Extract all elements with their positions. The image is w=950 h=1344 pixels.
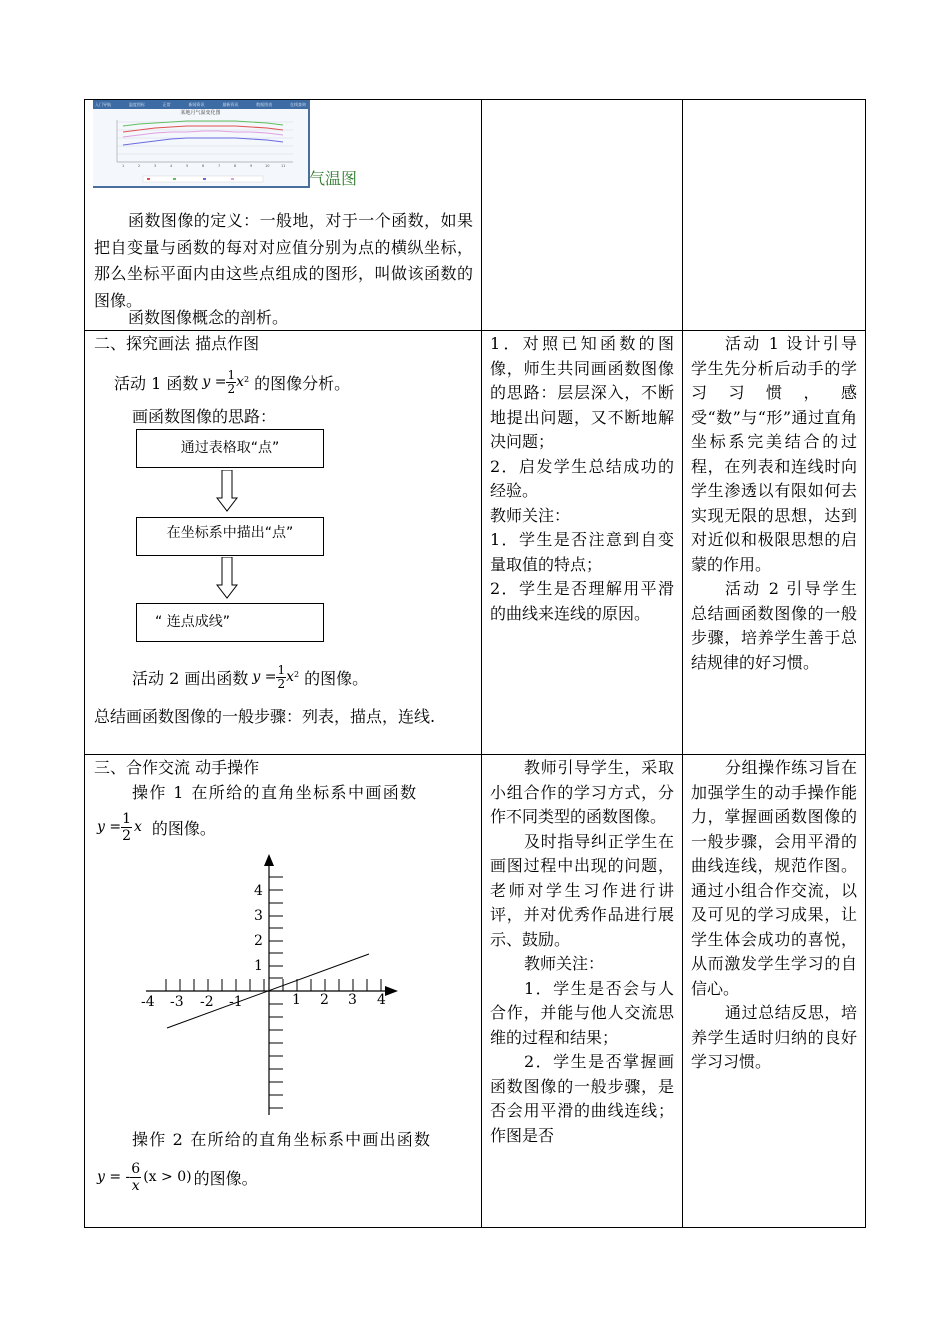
thumbnail-tab: 数据图表 — [256, 102, 273, 107]
flow-step-connect — [136, 603, 324, 642]
formula-x: x — [286, 669, 294, 685]
y-tick-label: 3 — [254, 908, 263, 924]
x-tick-label: 3 — [348, 992, 357, 1008]
teacher-item: 1．学生是否会与人合作，并能与他人交流思维的过程和结果； — [490, 978, 674, 1047]
teacher-item: 2．启发学生总结成功的经验。 — [490, 456, 674, 500]
formula-y: y = — [252, 669, 277, 685]
x-tick-label: -1 — [229, 994, 243, 1010]
activity2-prefix: 活动 2 画出函数 — [132, 668, 249, 688]
fraction-six-over-x — [130, 1161, 141, 1194]
svg-text:4: 4 — [170, 164, 173, 168]
design-paragraph: 活动 1 设计引导学生先分析后动手的学习习惯，感受“数”与“形”通过直角坐标系完美结合的过程，在列表和连线时向学生渗透以有限如何去实现无限的思想，达到对近似和极限思想的启蒙的作用。 — [691, 334, 857, 574]
down-arrow-icon — [216, 470, 238, 512]
thumbnail-tab: 正常 — [162, 102, 171, 107]
operation2-suffix: 的图像。 — [193, 1168, 258, 1188]
function-graph-definition: 函数图像的定义：一般地，对于一个函数，如果把自变量与函数的每对对应值分别为点的横纵坐标，那么坐标平面内由这些点组成的图形，叫做该函数的图像。 — [94, 211, 473, 310]
denominator: 2 — [227, 381, 236, 396]
x-axis-arrow-icon — [385, 986, 398, 996]
svg-text:8: 8 — [234, 164, 237, 168]
down-arrow-icon — [216, 557, 238, 599]
x-tick-label: 2 — [320, 992, 329, 1008]
svg-text:7: 7 — [218, 164, 221, 168]
svg-text:10: 10 — [265, 164, 270, 168]
svg-text:1: 1 — [122, 164, 125, 168]
numerator: 1 — [227, 367, 236, 382]
svg-text:9: 9 — [250, 164, 253, 168]
temperature-chart-thumbnail — [93, 100, 310, 188]
teacher-item: 1．对照已知函数的图像，师生共同画函数图像的思路：层层深入，不断地提出问题，又不断地解决问题； — [490, 334, 674, 451]
numerator: 6 — [131, 1160, 141, 1177]
thumbnail-title: 某地月气温变化图 — [180, 110, 221, 116]
design-paragraph: 活动 2 引导学生总结画函数图像的一般步骤，培养学生善于总结规律的好习惯。 — [691, 579, 857, 672]
denominator: 2 — [277, 676, 286, 691]
section-heading-2: 二、探究画法 描点作图 — [94, 334, 260, 353]
operation1-formula — [97, 806, 216, 848]
domain-condition: (x > 0) — [143, 1169, 192, 1185]
thumbnail-tab: 新闻资讯 — [188, 102, 205, 107]
svg-text:11: 11 — [281, 164, 286, 168]
x-tick-label: -2 — [200, 994, 214, 1010]
y-axis-arrow-icon — [264, 854, 274, 866]
design-paragraph: 通过总结反思，培养学生适时归纳的良好学习习惯。 — [691, 1003, 857, 1071]
flow-step-label: 在坐标系中描出“点” — [166, 525, 294, 541]
column-divider-1 — [481, 99, 482, 1228]
flow-step-label: “ 连点成线” — [155, 614, 230, 630]
section-heading-3: 三、合作交流 动手操作 — [94, 758, 260, 777]
formula-x: x — [134, 819, 142, 835]
thumbnail-tab: 温度图标 — [128, 102, 145, 107]
activity2-suffix: 的图像。 — [304, 668, 369, 688]
exponent: 2 — [294, 669, 300, 679]
flow-step-table — [136, 429, 324, 468]
column-divider-2 — [682, 99, 683, 1228]
operation1-suffix: 的图像。 — [151, 818, 216, 838]
denominator: x — [131, 1177, 140, 1194]
table-left-border — [84, 99, 85, 1228]
x-tick-label: 4 — [377, 992, 386, 1008]
activity2-line — [132, 659, 368, 695]
teacher-item: 2．学生是否掌握画函数图像的一般步骤，是否会用平滑的曲线连线；作图是否 — [490, 1052, 674, 1145]
operation2-text: 操作 2 在所给的直角坐标系中画出函数 — [132, 1130, 432, 1149]
teacher-item: 2．学生是否理解用平滑的曲线来连线的原因。 — [490, 579, 674, 623]
thumbnail-tabbar — [93, 100, 308, 109]
formula-y: y = — [97, 819, 122, 835]
activity1-suffix: 的图像分析。 — [254, 373, 351, 393]
fraction-one-half — [121, 811, 132, 844]
y-tick-label: 4 — [254, 883, 263, 899]
operation1-text: 操作 1 在所给的直角坐标系中画函数 — [132, 783, 418, 802]
x-tick-label: -4 — [141, 994, 155, 1010]
chart-caption: 气温图 — [309, 169, 358, 188]
svg-text:6: 6 — [202, 164, 205, 168]
row3-design-intent — [691, 756, 857, 1075]
row-divider-2 — [84, 754, 866, 755]
thumbnail-tab: 在线查询 — [289, 102, 306, 107]
x-tick-label: 1 — [292, 992, 301, 1008]
thumbnail-tab: 入门导航 — [95, 102, 111, 107]
teacher-item: 教师引导学生，采取小组合作的学习方式，分作不同类型的函数图像。 — [490, 758, 674, 826]
row2-teacher-activities — [490, 332, 674, 626]
x-tick-label: -3 — [170, 994, 184, 1010]
y-tick-label: 1 — [254, 958, 263, 974]
activity1-line — [114, 364, 350, 400]
thumbnail-tab: 最新资讯 — [222, 102, 239, 107]
formula-x: x — [236, 374, 244, 390]
numerator: 1 — [122, 810, 132, 827]
table-right-border — [865, 99, 866, 1228]
y-tick-marks — [269, 877, 283, 1108]
teacher-item: 1．学生是否注意到自变量取值的特点； — [490, 530, 674, 574]
fraction-one-half — [226, 369, 236, 396]
row2-design-intent — [691, 332, 857, 675]
denominator: 2 — [122, 827, 132, 844]
exponent: 2 — [244, 374, 250, 384]
design-paragraph: 分组操作练习旨在加强学生的动手操作能力，掌握画函数图像的一般步骤，会用平滑的曲线连线，规范作图。通过小组合作交流，以及可见的学习成果，让学生体会成功的喜悦，从而激发学生学习的自信心。 — [691, 758, 857, 998]
teacher-item: 及时指导纠正学生在画图过程中出现的问题，老师对学生习作进行讲评，并对优秀作品进行展示、鼓励。 — [490, 831, 674, 949]
coordinate-graph — [138, 852, 402, 1118]
fraction-one-half — [276, 664, 286, 691]
operation2-formula — [97, 1156, 258, 1198]
row3-teacher-activities — [490, 756, 674, 1148]
svg-text:3: 3 — [154, 164, 157, 168]
y-tick-label: 2 — [254, 933, 263, 949]
flow-step-label: 通过表格取“点” — [180, 440, 280, 456]
formula-y: y = — [202, 374, 227, 390]
drawing-steps-summary: 总结画函数图像的一般步骤：列表，描点，连线. — [94, 707, 436, 726]
drawing-approach-label: 画函数图像的思路： — [132, 407, 277, 426]
svg-text:5: 5 — [186, 164, 189, 168]
numerator: 1 — [277, 662, 286, 677]
activity1-prefix: 活动 1 函数 — [114, 373, 199, 393]
flow-step-plot — [136, 517, 324, 556]
teacher-focus-label: 教师关注： — [524, 954, 605, 973]
concept-analysis: 函数图像概念的剖析。 — [128, 308, 289, 327]
formula-y-neg: y = - — [97, 1169, 131, 1185]
svg-text:2: 2 — [138, 164, 141, 168]
thumbnail-line-chart — [93, 116, 306, 184]
teacher-focus-label: 教师关注： — [490, 505, 571, 525]
table-bottom-border — [84, 1227, 866, 1228]
